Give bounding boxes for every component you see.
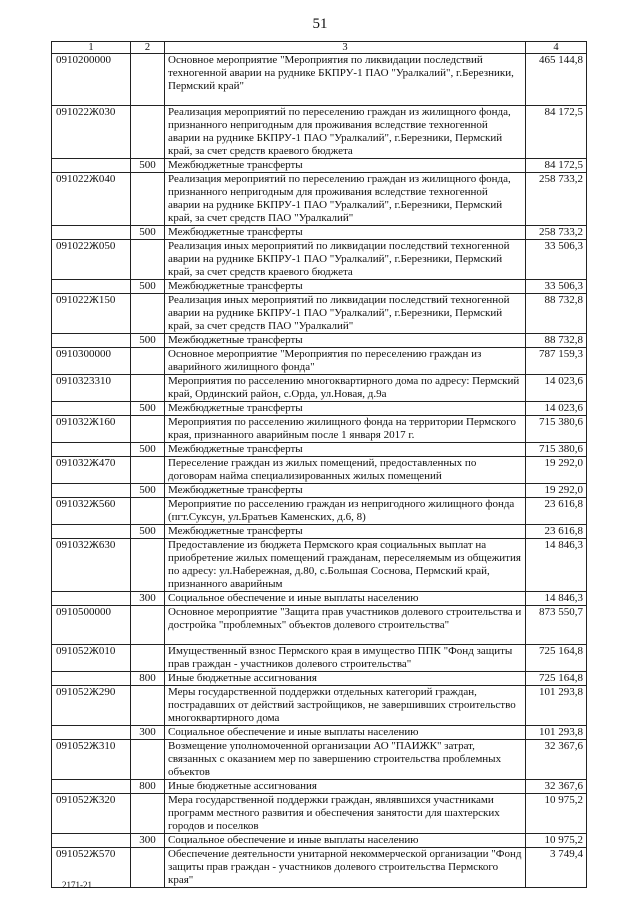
row-amount: 10 975,2: [526, 794, 587, 834]
table-row: [52, 443, 587, 457]
row-code: 0910323310: [52, 375, 131, 402]
row-expense-type: [131, 294, 165, 334]
row-amount: 23 616,8: [526, 525, 587, 539]
table-row: [52, 726, 587, 740]
row-expense-type: [131, 606, 165, 645]
row-expense-type: [131, 416, 165, 443]
row-name: Социальное обеспечение и иные выплаты населению: [165, 726, 526, 740]
row-expense-type: 800: [131, 780, 165, 794]
row-expense-type: [131, 848, 165, 888]
table-header-row: [52, 42, 587, 54]
row-code: 091022Ж050: [52, 240, 131, 280]
row-expense-type: 800: [131, 672, 165, 686]
row-amount: 10 975,2: [526, 834, 587, 848]
table-row: [52, 106, 587, 159]
row-expense-type: 500: [131, 226, 165, 240]
row-code: [52, 834, 131, 848]
row-expense-type: 500: [131, 484, 165, 498]
row-expense-type: 300: [131, 592, 165, 606]
row-expense-type: 300: [131, 834, 165, 848]
row-name: Мероприятия по расселению жилищного фонда на территории Пермского края, признанного аварийным после 1 января 2017 г.: [165, 416, 526, 443]
row-amount: 33 506,3: [526, 280, 587, 294]
table-row: [52, 240, 587, 280]
row-expense-type: [131, 240, 165, 280]
table-row: [52, 592, 587, 606]
row-expense-type: 500: [131, 159, 165, 173]
row-code: [52, 525, 131, 539]
row-code: 091032Ж470: [52, 457, 131, 484]
row-name: Меры государственной поддержки отдельных категорий граждан, пострадавших от действий застройщиков, не завершивших строительство многоквартирного дома: [165, 686, 526, 726]
row-expense-type: [131, 106, 165, 159]
table-row: [52, 686, 587, 726]
row-code: 091032Ж560: [52, 498, 131, 525]
row-amount: 715 380,6: [526, 416, 587, 443]
row-amount: 14 846,3: [526, 592, 587, 606]
table-row: [52, 834, 587, 848]
row-amount: 33 506,3: [526, 240, 587, 280]
row-amount: 258 733,2: [526, 173, 587, 226]
row-code: [52, 443, 131, 457]
row-expense-type: 500: [131, 334, 165, 348]
row-name: Иные бюджетные ассигнования: [165, 780, 526, 794]
row-name: Межбюджетные трансферты: [165, 443, 526, 457]
row-code: [52, 280, 131, 294]
row-expense-type: 500: [131, 443, 165, 457]
row-code: 091022Ж030: [52, 106, 131, 159]
row-amount: 14 023,6: [526, 375, 587, 402]
row-amount: 19 292,0: [526, 457, 587, 484]
row-code: 0910500000: [52, 606, 131, 645]
row-code: 091052Ж320: [52, 794, 131, 834]
row-name: Переселение граждан из жилых помещений, предоставленных по договорам найма специализированных жилых помещений: [165, 457, 526, 484]
table-row: [52, 848, 587, 888]
row-amount: 84 172,5: [526, 106, 587, 159]
table-row: [52, 525, 587, 539]
row-code: [52, 780, 131, 794]
table-row: [52, 173, 587, 226]
row-expense-type: 500: [131, 280, 165, 294]
row-expense-type: [131, 740, 165, 780]
row-name: Мероприятие по расселению граждан из непригодного жилищного фонда (пгт.Суксун, ул.Братьев Каменских, д.6, 8): [165, 498, 526, 525]
row-name: Социальное обеспечение и иные выплаты населению: [165, 834, 526, 848]
table-row: [52, 645, 587, 672]
row-name: Основное мероприятие "Защита прав участников долевого строительства и достройка "проблемных" объектов долевого строительства": [165, 606, 526, 645]
table-row: [52, 740, 587, 780]
budget-table: [51, 41, 587, 888]
row-name: Возмещение уполномоченной организации АО "ПАИЖК" затрат, связанных с оказанием мер по завершению строительства проблемных объектов: [165, 740, 526, 780]
table-row: [52, 794, 587, 834]
row-expense-type: 500: [131, 525, 165, 539]
table-row: [52, 334, 587, 348]
row-name: Основное мероприятие "Мероприятия по переселению граждан из аварийного жилищного фонда": [165, 348, 526, 375]
row-name: Межбюджетные трансферты: [165, 402, 526, 416]
row-name: Социальное обеспечение и иные выплаты населению: [165, 592, 526, 606]
row-amount: 14 023,6: [526, 402, 587, 416]
row-amount: 725 164,8: [526, 672, 587, 686]
row-amount: 258 733,2: [526, 226, 587, 240]
document-code: 2171-21: [62, 880, 92, 890]
table-row: [52, 672, 587, 686]
table-row: [52, 606, 587, 645]
row-name: Межбюджетные трансферты: [165, 334, 526, 348]
row-name: Реализация мероприятий по переселению граждан из жилищного фонда, признанного непригодным для проживания вследствие техногенной аварии на руднике БКПРУ-1 ПАО "Уралкалий", г.Березники, Пермский край, за счет средств краевого бюджета: [165, 106, 526, 159]
row-code: 091032Ж160: [52, 416, 131, 443]
row-code: [52, 484, 131, 498]
row-code: 091022Ж040: [52, 173, 131, 226]
row-name: Реализация иных мероприятий по ликвидации последствий техногенной аварии на руднике БКПРУ-1 ПАО "Уралкалий", г.Березники, Пермский край, за счет средств краевого бюджета: [165, 240, 526, 280]
row-name: Реализация мероприятий по переселению граждан из жилищного фонда, признанного непригодным для проживания вследствие техногенной аварии на руднике БКПРУ-1 ПАО "Уралкалий", г.Березники, Пермский край, за счет средств ПАО "Уралкалий": [165, 173, 526, 226]
row-expense-type: 500: [131, 402, 165, 416]
table-row: [52, 294, 587, 334]
row-code: 091022Ж150: [52, 294, 131, 334]
table-row: [52, 402, 587, 416]
row-expense-type: [131, 375, 165, 402]
row-name: Иные бюджетные ассигнования: [165, 672, 526, 686]
row-amount: 23 616,8: [526, 498, 587, 525]
table-row: [52, 159, 587, 173]
page-number: 51: [312, 16, 328, 32]
row-code: 091052Ж290: [52, 686, 131, 726]
row-code: 0910300000: [52, 348, 131, 375]
row-name: Предоставление из бюджета Пермского края социальных выплат на приобретение жилых помещений гражданам, переселяемым из общежития по адресу: ул.Набережная, д.80, с.Большая Соснова, Пермский край, признанного аварийным: [165, 539, 526, 592]
row-expense-type: 300: [131, 726, 165, 740]
row-expense-type: [131, 457, 165, 484]
table-row: [52, 539, 587, 592]
table-row: [52, 484, 587, 498]
row-amount: 465 144,8: [526, 54, 587, 106]
row-code: 091052Ж310: [52, 740, 131, 780]
row-expense-type: [131, 794, 165, 834]
row-amount: 873 550,7: [526, 606, 587, 645]
row-amount: 787 159,3: [526, 348, 587, 375]
row-code: [52, 672, 131, 686]
row-expense-type: [131, 54, 165, 106]
table-row: [52, 416, 587, 443]
row-amount: 725 164,8: [526, 645, 587, 672]
row-expense-type: [131, 498, 165, 525]
row-amount: 101 293,8: [526, 686, 587, 726]
row-expense-type: [131, 348, 165, 375]
table-row: [52, 280, 587, 294]
row-code: 091052Ж570: [52, 848, 131, 888]
row-code: [52, 726, 131, 740]
row-code: [52, 592, 131, 606]
table-row: [52, 498, 587, 525]
row-name: Мера государственной поддержки граждан, являвшихся участниками программ местного развития и обеспечения занятости для шахтерских городов и поселков: [165, 794, 526, 834]
column-header: 1: [52, 42, 131, 54]
row-name: Межбюджетные трансферты: [165, 484, 526, 498]
row-amount: 3 749,4: [526, 848, 587, 888]
row-amount: 88 732,8: [526, 294, 587, 334]
row-name: Межбюджетные трансферты: [165, 280, 526, 294]
row-code: 091052Ж010: [52, 645, 131, 672]
row-amount: 88 732,8: [526, 334, 587, 348]
column-header: 3: [165, 42, 526, 54]
row-code: [52, 159, 131, 173]
table-row: [52, 457, 587, 484]
row-amount: 101 293,8: [526, 726, 587, 740]
table-row: [52, 780, 587, 794]
table-row: [52, 54, 587, 106]
row-name: Межбюджетные трансферты: [165, 226, 526, 240]
row-code: [52, 226, 131, 240]
row-amount: 19 292,0: [526, 484, 587, 498]
row-name: Имущественный взнос Пермского края в имущество ППК "Фонд защиты прав граждан - участников долевого строительства": [165, 645, 526, 672]
row-code: 0910200000: [52, 54, 131, 106]
row-amount: 14 846,3: [526, 539, 587, 592]
row-code: 091032Ж630: [52, 539, 131, 592]
row-name: Межбюджетные трансферты: [165, 159, 526, 173]
row-expense-type: [131, 173, 165, 226]
row-expense-type: [131, 645, 165, 672]
row-name: Межбюджетные трансферты: [165, 525, 526, 539]
table-row: [52, 348, 587, 375]
row-amount: 32 367,6: [526, 780, 587, 794]
column-header: 4: [526, 42, 587, 54]
row-name: Реализация иных мероприятий по ликвидации последствий техногенной аварии на руднике БКПРУ-1 ПАО "Уралкалий", г.Березники, Пермский край, за счет средств ПАО "Уралкалий": [165, 294, 526, 334]
row-amount: 84 172,5: [526, 159, 587, 173]
row-code: [52, 402, 131, 416]
row-expense-type: [131, 539, 165, 592]
row-name: Основное мероприятие "Мероприятия по ликвидации последствий техногенной аварии на руднике БКПРУ-1 ПАО "Уралкалий", г.Березники, Пермский край": [165, 54, 526, 106]
column-header: 2: [131, 42, 165, 54]
row-code: [52, 334, 131, 348]
row-name: Обеспечение деятельности унитарной некоммерческой организации "Фонд защиты прав граждан - участников долевого строительства Пермского края": [165, 848, 526, 888]
row-expense-type: [131, 686, 165, 726]
table-row: [52, 226, 587, 240]
table-row: [52, 375, 587, 402]
row-name: Мероприятия по расселению многоквартирного дома по адресу: Пермский край, Ординский район, с.Орда, ул.Новая, д.9а: [165, 375, 526, 402]
row-amount: 715 380,6: [526, 443, 587, 457]
row-amount: 32 367,6: [526, 740, 587, 780]
